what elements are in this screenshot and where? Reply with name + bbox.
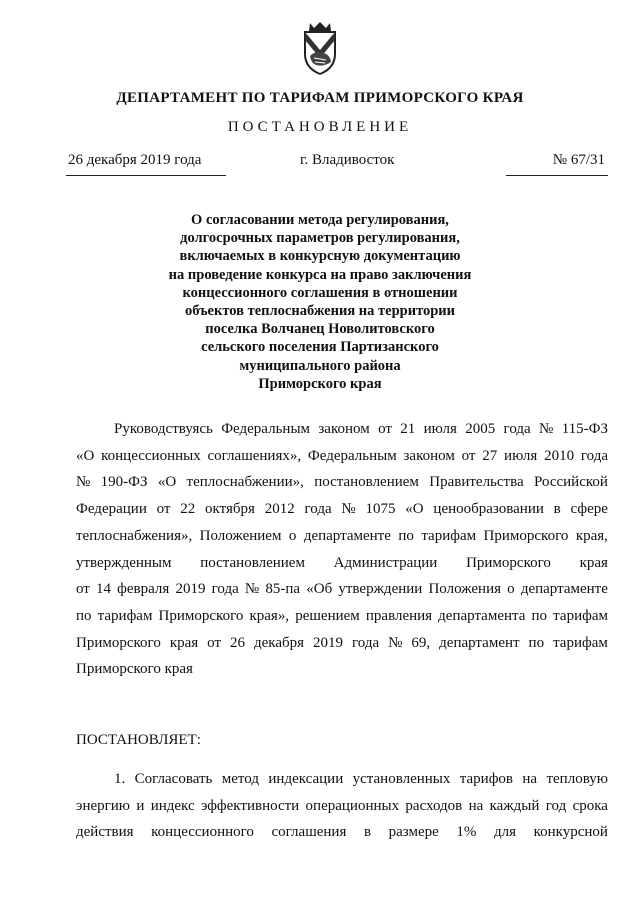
subject-line: включаемых в конкурсную документацию — [179, 248, 461, 265]
text-word: № — [341, 501, 356, 518]
text-word: декабря — [253, 634, 305, 651]
text-word: в — [363, 824, 372, 841]
text-word: теплоснабжения», — [76, 527, 193, 544]
text-word: метод — [221, 771, 259, 787]
text-line — [76, 766, 608, 793]
text-word: тарифам — [553, 634, 608, 651]
text-word: департаменте — [303, 527, 391, 544]
text-word: соглашениях», — [207, 447, 302, 464]
text-word: законом — [403, 447, 455, 464]
text-word: 26 — [230, 634, 245, 651]
text-word: июля — [504, 447, 538, 464]
text-word: края — [579, 554, 608, 571]
text-word: год — [545, 797, 567, 814]
text-word: постановлением — [200, 554, 305, 571]
text-line — [76, 630, 608, 657]
text-word: 1075 — [365, 501, 396, 518]
text-word: 1. — [114, 771, 126, 787]
document-city: г. Владивосток — [300, 152, 395, 168]
text-word: по — [398, 527, 414, 544]
text-word: индекс — [150, 797, 195, 814]
text-word: 2010 — [544, 447, 575, 464]
text-word: концессионного — [151, 824, 254, 841]
subject-line: концессионного соглашения в отношении — [182, 284, 458, 301]
text-word: «Об — [306, 581, 333, 598]
text-line — [76, 523, 608, 550]
text-word: года — [352, 634, 380, 651]
coat-of-arms-emblem — [298, 20, 342, 76]
number-underline — [506, 175, 608, 176]
text-word: постановлением — [314, 474, 419, 491]
document-number: № 67/31 — [552, 152, 605, 168]
document-type: ПОСТАНОВЛЕНИЕ — [227, 119, 413, 135]
document-date: 26 декабря 2019 года — [68, 152, 202, 168]
text-line — [76, 469, 608, 496]
text-word: тарифам — [97, 607, 153, 624]
text-word: Российской — [533, 474, 608, 491]
text-line — [76, 656, 608, 683]
text-word: расходов — [405, 797, 463, 814]
text-word: 22 — [180, 501, 196, 518]
text-word: энергию — [76, 797, 131, 814]
resolves-heading: ПОСТАНОВЛЯЕТ: — [76, 732, 201, 748]
text-word: Правительства — [429, 474, 524, 491]
text-word: № — [388, 634, 403, 651]
text-word: концессионных — [101, 447, 201, 464]
document-subject — [150, 211, 490, 393]
text-word: № — [76, 474, 91, 491]
text-line — [76, 603, 608, 630]
text-word: о — [507, 581, 515, 598]
text-word: 1% — [456, 824, 477, 841]
text-line — [76, 416, 608, 443]
text-word: ценообразовании — [433, 501, 544, 518]
text-word: края, — [575, 527, 608, 544]
text-word: от — [461, 447, 476, 464]
text-word: тепловую — [546, 771, 608, 787]
text-line — [76, 443, 608, 470]
text-word: года — [304, 501, 332, 518]
text-word: о — [288, 527, 297, 544]
text-word: 2005 — [465, 421, 496, 437]
text-word: края — [169, 634, 199, 651]
text-word: Федерации — [76, 501, 147, 518]
text-word: операционных — [305, 797, 400, 814]
text-word: Приморского — [76, 634, 161, 651]
text-word: 14 — [96, 581, 112, 598]
subject-line: муниципального района — [239, 357, 401, 374]
text-word: Положением — [199, 527, 282, 544]
text-word: размере — [388, 824, 439, 841]
text-word: Администрации — [333, 554, 438, 571]
text-word: 21 — [400, 421, 416, 437]
text-word: эффективности — [200, 797, 300, 814]
text-line — [76, 576, 608, 603]
text-word: установленных — [352, 771, 451, 787]
text-word: и — [136, 797, 145, 814]
text-word: конкурсной — [533, 824, 608, 841]
text-word: по — [76, 607, 92, 624]
text-word: Приморского — [483, 527, 569, 544]
text-word: «О — [157, 474, 177, 491]
text-word: «О — [405, 501, 424, 518]
text-word: соглашения — [271, 824, 347, 841]
text-word: срока — [572, 797, 608, 814]
text-word: решением — [295, 607, 360, 624]
text-word: Федеральным — [221, 421, 311, 437]
resolution-item-1 — [76, 766, 608, 846]
text-word: октября — [205, 501, 255, 518]
text-word: 2012 — [264, 501, 295, 518]
subject-line: Приморского края — [258, 375, 382, 392]
text-word: от — [378, 421, 392, 437]
text-word: № — [244, 581, 260, 598]
text-word: по — [531, 607, 548, 624]
text-word: тарифам — [421, 527, 477, 544]
text-word: в — [553, 501, 561, 518]
text-word: года — [211, 581, 239, 598]
text-word: Приморского — [158, 607, 244, 624]
subject-line: объектов теплоснабжения на территории — [184, 303, 456, 320]
text-word: года — [580, 447, 608, 464]
text-word: Приморского — [466, 554, 551, 571]
text-word: утверждении — [338, 581, 423, 598]
preamble-paragraph — [76, 416, 608, 683]
subject-line: сельского поселения Партизанского — [201, 339, 439, 356]
subject-line: О согласовании метода регулирования, — [191, 212, 449, 228]
text-word: Приморского края — [76, 661, 193, 678]
tiger-coat-of-arms-icon — [298, 20, 342, 76]
text-word: от — [207, 634, 222, 651]
text-word: для — [493, 824, 516, 841]
text-word: каждый — [489, 797, 540, 814]
text-line — [76, 819, 608, 846]
text-word: теплоснабжении», — [186, 474, 304, 491]
text-word: департамента — [438, 607, 526, 624]
text-word: Руководствуясь — [114, 421, 213, 437]
text-word: департаменте — [520, 581, 608, 598]
text-word: 2019 — [313, 634, 344, 651]
text-word: от — [156, 501, 171, 518]
text-word: Положения — [428, 581, 501, 598]
text-word: «О — [76, 447, 95, 464]
subject-line: долгосрочных параметров регулирования, — [180, 230, 460, 247]
text-word: сфере — [570, 501, 608, 518]
text-word: 27 — [482, 447, 498, 464]
text-word: на — [468, 797, 484, 814]
text-word: Согласовать — [134, 771, 213, 787]
text-word: департамент — [439, 634, 520, 651]
text-word: 115-ФЗ — [561, 421, 608, 437]
text-word: 190-ФЗ — [100, 474, 148, 491]
text-word: законом — [318, 421, 370, 437]
text-word: утвержденным — [76, 554, 172, 571]
text-word: правления — [365, 607, 433, 624]
text-word: 2019 — [175, 581, 206, 598]
text-word: года — [503, 421, 531, 437]
text-word: индексации — [268, 771, 344, 787]
text-word: февраля — [117, 581, 170, 598]
department-title: ДЕПАРТАМЕНТ ПО ТАРИФАМ ПРИМОРСКОГО КРАЯ — [116, 90, 524, 106]
subject-line: на проведение конкурса на право заключения — [168, 266, 472, 283]
text-word: на — [522, 771, 538, 787]
text-word: тарифам — [553, 607, 608, 624]
text-word: 69, — [411, 634, 431, 651]
text-word: края», — [249, 607, 290, 624]
text-word: июля — [423, 421, 457, 437]
subject-line: поселка Волчанец Новолитовского — [205, 321, 435, 338]
text-word: тарифов — [459, 771, 513, 787]
text-word: по — [528, 634, 545, 651]
text-line — [76, 793, 608, 820]
text-word: от — [76, 581, 90, 598]
text-word: действия — [76, 824, 134, 841]
text-line — [76, 496, 608, 523]
text-word: Федеральным — [307, 447, 397, 464]
text-word: № — [539, 421, 554, 437]
date-underline — [66, 175, 226, 176]
text-line — [76, 550, 608, 577]
text-word: 85-па — [265, 581, 301, 598]
